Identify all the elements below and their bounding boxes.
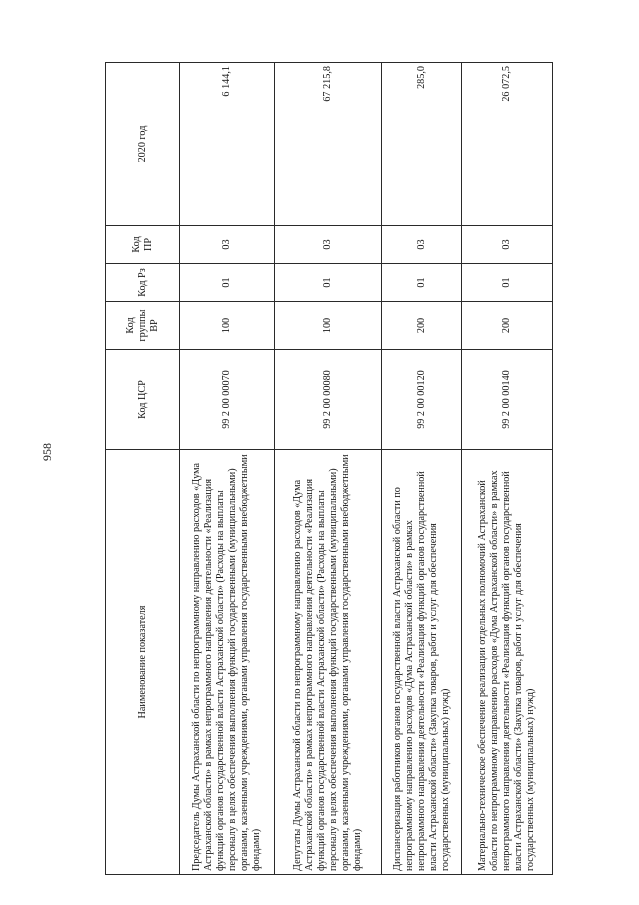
header-row	[106, 63, 180, 875]
table-row	[382, 63, 462, 875]
row-csr: 99 2 00 00070	[180, 350, 275, 450]
table-row	[275, 63, 382, 875]
row-amount: 285,0	[382, 63, 462, 226]
row-name: Материально-техническое обеспечение реализации отдельных полномочий Астраханской области по непрограммному направлению расходов «Дума Астраханской области» в рамках непрограммного направления деятельности «Реализация функций органов государственной власти Астраханской области» (Закупка товаров, работ и услуг для обеспечения государственных (муниципальных) нужд)	[462, 450, 553, 875]
header-name: Наименование показателя	[106, 450, 180, 875]
row-amount: 67 215,8	[275, 63, 382, 226]
row-name: Председатель Думы Астраханской области по непрограммному направлению расходов «Дума Астраханской области» в рамках непрограммного направления деятельности «Реализация функций органов государственной власти Астраханской области» (Расходы на выплаты персоналу в целях обеспечения выполнения функций государственными (муниципальными) органами, казенными учреждениями, органами управления государственными внебюджетными фондами)	[180, 450, 275, 875]
row-vr: 100	[180, 302, 275, 350]
row-amount: 6 144,1	[180, 63, 275, 226]
row-pr: 03	[462, 226, 553, 264]
row-vr: 200	[382, 302, 462, 350]
row-rz: 01	[275, 264, 382, 302]
row-vr: 100	[275, 302, 382, 350]
table-row	[462, 63, 553, 875]
table-row	[180, 63, 275, 875]
row-csr: 99 2 00 00140	[462, 350, 553, 450]
header-vr: Код группы ВР	[106, 302, 180, 350]
row-csr: 99 2 00 00080	[275, 350, 382, 450]
row-name: Депутаты Думы Астраханской области по непрограммному направлению расходов «Дума Астраханской области» в рамках непрограммного направления деятельности «Реализация функций органов государственной власти Астраханской области» (Расходы на выплаты персоналу в целях обеспечения выполнения функций государственными (муниципальными) органами, казенными учреждениями, органами управления государственными внебюджетными фондами)	[275, 450, 382, 875]
rotated-page-area	[105, 63, 536, 875]
row-name: Диспансеризация работников органов государственной власти Астраханской области по непрограммному направлению расходов «Дума Астраханской области» в рамках непрограммного направления деятельности «Реализация функций органов государственной власти Астраханской области» (Закупка товаров, работ и услуг для обеспечения государственных (муниципальных) нужд)	[382, 450, 462, 875]
header-year: 2020 год	[106, 63, 180, 226]
budget-table	[105, 62, 553, 875]
page-number: 958	[40, 443, 54, 461]
row-rz: 01	[180, 264, 275, 302]
row-rz: 01	[462, 264, 553, 302]
row-pr: 03	[382, 226, 462, 264]
row-csr: 99 2 00 00120	[382, 350, 462, 450]
row-vr: 200	[462, 302, 553, 350]
table-wrap	[105, 63, 536, 875]
header-rz: Код Рз	[106, 264, 180, 302]
row-pr: 03	[275, 226, 382, 264]
row-rz: 01	[382, 264, 462, 302]
row-pr: 03	[180, 226, 275, 264]
row-amount: 26 072,5	[462, 63, 553, 226]
header-pr: Код ПР	[106, 226, 180, 264]
header-csr: Код ЦСР	[106, 350, 180, 450]
